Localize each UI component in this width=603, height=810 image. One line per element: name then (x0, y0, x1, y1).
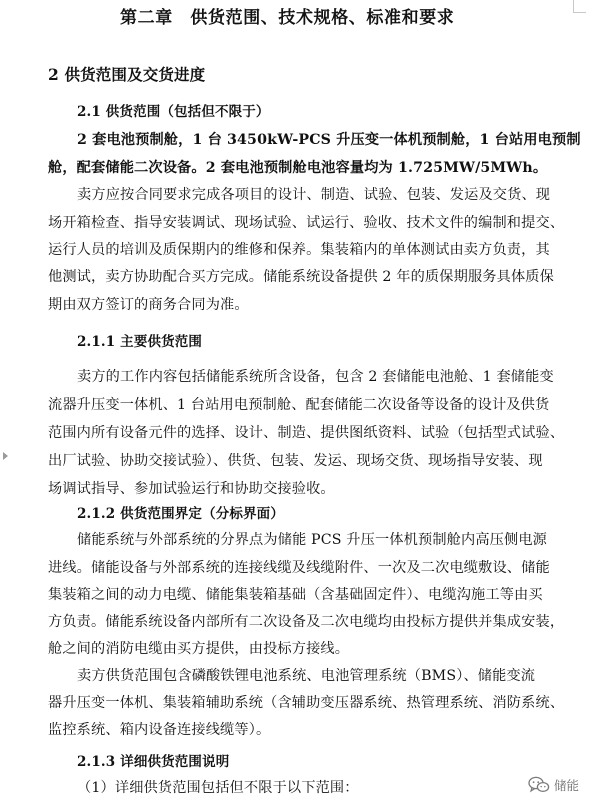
paragraph-line: 期由双方签订的商务合同为准。 (48, 297, 249, 313)
paragraph-line: 流器升压变一体机、1 台站用电预制舱、配套储能二次设备等设备的设计及供货 (48, 397, 550, 413)
paragraph-line: 卖方的工作内容包括储能系统所含设备，包含 2 套储能电池舱、1 套储能变 (77, 369, 554, 385)
section-2-heading: 2 供货范围及交货进度 (48, 65, 206, 84)
paragraph-line: 进线。储能设备与外部系统的连接线缆及线缆附件、一次及二次电缆敷设、储能 (48, 560, 550, 576)
paragraph-line: 储能系统与外部系统的分界点为储能 PCS 升压一体机预制舱内高压侧电源 (77, 532, 548, 548)
watermark-text: 储能 (554, 778, 580, 793)
section-2-1-1-heading: 2.1.1 主要供货范围 (77, 334, 203, 350)
wechat-icon (528, 776, 550, 794)
paragraph-line: 卖方应按合同要求完成各项目的设计、制造、试验、包装、发运及交货、现 (77, 187, 551, 203)
watermark (528, 774, 579, 796)
section-2-1-2-heading: 2.1.2 供货范围界定（分标界面） (77, 506, 284, 522)
scope-bold-line: 2 套电池预制舱，1 台 3450kW-PCS 升压变一体机预制舱，1 台站用电预制 (77, 132, 581, 148)
section-2-1-3-heading: 2.1.3 详细供货范围说明 (77, 754, 230, 770)
paragraph-line: 集装箱之间的动力电缆、储能集装箱基础（含基础固定件）、电缆沟施工等由买 (48, 587, 543, 603)
paragraph-line: 范围内所有设备元件的选择、设计、制造、提供图纸资料、试验（包括型式试验、 (48, 425, 565, 441)
list-item: （1）详细供货范围包括但不限于以下范围： (77, 780, 359, 796)
paragraph-line: 卖方供货范围包含磷酸铁锂电池系统、电池管理系统（BMS）、储能变流 (77, 668, 536, 684)
margin-marker-icon (3, 452, 8, 460)
paragraph-line: 他测试，卖方协助配合买方完成。储能系统设备提供 2 年的质保期服务具体质保 (48, 269, 554, 285)
paragraph-line: 运行人员的培训及质保期内的维修和保养。集装箱内的单体测试由卖方负责，其 (48, 242, 550, 258)
section-2-1-heading: 2.1 供货范围（包括但不限于） (77, 104, 270, 120)
paragraph-line: 场调试指导、参加试验运行和协助交接验收。 (48, 481, 335, 497)
paragraph-line: 出厂试验、协助交接试验）、供货、包装、发运、现场交货、现场指导安装、现 (48, 453, 543, 469)
paragraph-line: 器升压变一体机、集装箱辅助系统（含辅助变压器系统、热管理系统、消防系统、 (48, 695, 565, 711)
paragraph-line: 监控系统、箱内设备连接线缆等）。 (48, 722, 271, 738)
paragraph-line: 舱之间的消防电缆由买方提供，由投标方接线。 (48, 641, 350, 657)
paragraph-line: 方负责。储能系统设备内部所有二次设备及二次电缆均由投标方提供并集成安装， (48, 614, 565, 630)
chapter-title: 第二章 供货范围、技术规格、标准和要求 (120, 8, 455, 28)
scope-bold-line: 舱，配套储能二次设备。2 套电池预制舱电池容量均为 1.725MW/5MWh。 (48, 160, 548, 176)
paragraph-line: 场开箱检查、指导安装调试、现场试验、试运行、验收、技术文件的编制和提交、 (48, 215, 565, 231)
page-corner-mark (573, 0, 586, 13)
